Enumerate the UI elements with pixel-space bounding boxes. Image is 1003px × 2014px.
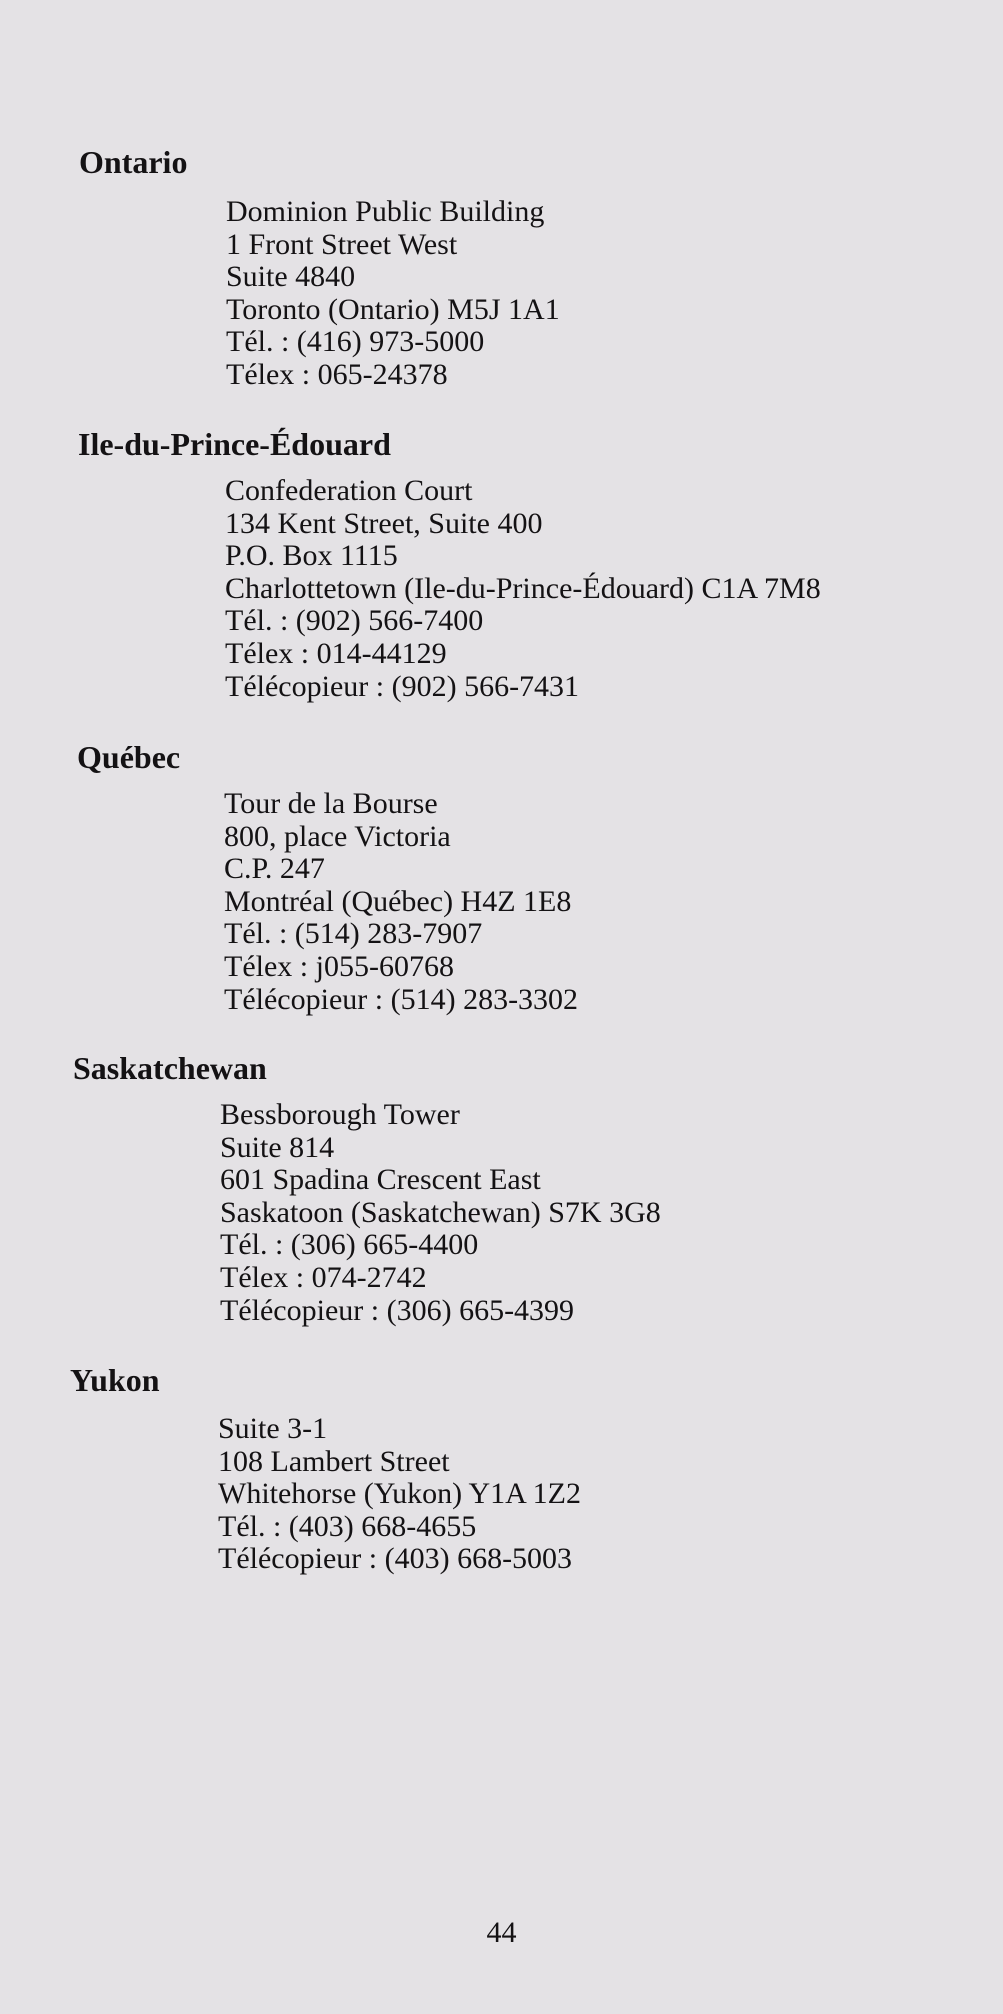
address-line: 134 Kent Street, Suite 400 [225,506,543,540]
address-line: 601 Spadina Crescent East [220,1163,541,1197]
address-line: Whitehorse (Yukon) Y1A 1Z2 [218,1477,581,1511]
address-line: Télex : 065-24378 [226,357,448,391]
address-line: Suite 3-1 [218,1412,328,1445]
section-ontario [79,143,187,181]
section-heading: Ile-du-Prince-Édouard [78,426,391,462]
section-heading: Saskatchewan [73,1050,267,1086]
address-line: Télex : j055-60768 [224,949,454,983]
address-line: Tél. : (403) 668-4655 [218,1509,477,1543]
section-heading: Yukon [70,1362,160,1398]
address-line: C.P. 247 [224,852,325,886]
address-line: 108 Lambert Street [218,1444,450,1478]
address-line: Charlottetown (Ile-du-Prince-Édouard) C1A 7M8 [225,571,821,605]
address-block-ile-du-prince-edouard [225,475,821,703]
address-line: Toronto (Ontario) M5J 1A1 [226,292,560,326]
section-saskatchewan [73,1049,267,1087]
address-line: Télécopieur : (514) 283-3302 [224,982,579,1016]
address-line: 1 Front Street West [226,227,458,261]
address-line: P.O. Box 1115 [225,539,398,573]
address-line: Bessborough Tower [220,1098,460,1131]
section-quebec [77,738,180,776]
section-yukon [70,1361,160,1399]
address-line: Tél. : (416) 973-5000 [226,325,485,359]
address-line: Tél. : (514) 283-7907 [224,917,483,951]
address-block-ontario [226,196,560,392]
address-line: 800, place Victoria [224,819,451,853]
address-line: Télex : 074-2742 [220,1260,427,1294]
section-ile-du-prince-edouard [78,425,391,463]
address-line: Télécopieur : (403) 668-5003 [218,1542,573,1576]
address-block-yukon [218,1413,581,1576]
page-number: 44 [486,1916,517,1949]
address-line: Télex : 014-44129 [225,636,447,670]
address-line: Tél. : (306) 665-4400 [220,1228,479,1262]
address-block-saskatchewan [220,1099,661,1327]
address-line: Tour de la Bourse [224,787,438,820]
address-line: Confederation Court [225,474,473,507]
section-heading: Québec [77,739,181,775]
address-line: Saskatoon (Saskatchewan) S7K 3G8 [220,1195,661,1229]
address-block-quebec [224,788,578,1016]
address-line: Montréal (Québec) H4Z 1E8 [224,884,572,918]
address-line: Dominion Public Building [226,195,545,228]
address-line: Télécopieur : (306) 665-4399 [220,1293,575,1327]
address-line: Tél. : (902) 566-7400 [225,604,484,638]
address-line: Suite 4840 [226,260,356,294]
section-heading: Ontario [79,144,188,180]
address-line: Suite 814 [220,1130,335,1164]
address-line: Télécopieur : (902) 566-7431 [225,669,580,703]
